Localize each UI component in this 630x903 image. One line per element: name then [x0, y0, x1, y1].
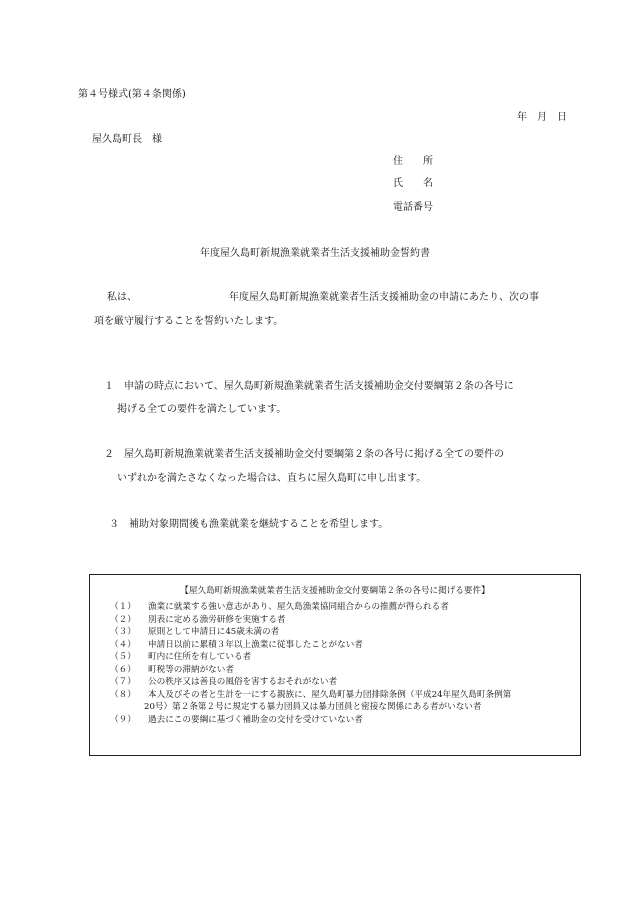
- pledge-3-number: ３: [109, 519, 119, 530]
- applicant-address-label: 住 所: [393, 156, 433, 167]
- requirement-text: 本人及びその者と生計を一にする親族に、屋久島町暴力団排除条例（平成24年屋久島町条例第: [148, 689, 512, 700]
- intro-line-1: [107, 291, 539, 304]
- requirement-text: 過去にこの要綱に基づく補助金の交付を受けていない者: [148, 714, 363, 725]
- requirement-number: （４）: [110, 639, 136, 650]
- requirement-number: （５）: [110, 652, 136, 662]
- requirement-number: （３）: [110, 627, 136, 637]
- requirement-text: 申請日以前に累積３年以上漁業に従事したことがない者: [148, 639, 363, 650]
- requirements-title: 【屋久島町新規漁業就業者生活支援補助金交付要綱第２条の各号に掲げる要件】: [180, 586, 490, 596]
- requirement-item-8: [110, 689, 575, 702]
- requirement-item-3: [110, 626, 575, 639]
- intro-line-1-end: 年度屋久島町新規漁業就業者生活支援補助金の申請にあたり、次の事: [229, 292, 539, 303]
- form-number: 第４号様式(第４条関係): [78, 89, 186, 100]
- requirement-item-2: [110, 614, 575, 627]
- pledge-1-number: １: [104, 381, 114, 392]
- pledge-2-number: ２: [104, 449, 114, 460]
- requirements-box: [89, 574, 581, 756]
- pledge-1-text: 申請の時点において、屋久島町新規漁業就業者生活支援補助金交付要綱第２条の各号に: [124, 381, 514, 392]
- requirements-list: [110, 601, 575, 726]
- intro-line-2: 項を厳守履行することを誓約いたします。: [94, 316, 284, 327]
- requirement-number: （８）: [110, 689, 136, 700]
- pledge-2-line-2: いずれかを満たさなくなった場合は、直ちに屋久島町に申し出ます。: [117, 473, 427, 484]
- requirement-number: （７）: [110, 677, 136, 687]
- pledge-1-line-1: [104, 380, 514, 393]
- requirement-number: （６）: [110, 664, 136, 675]
- requirement-text: 町税等の滞納がない者: [148, 664, 234, 675]
- pledge-2-line-1: [104, 448, 504, 461]
- requirement-text: 漁業に就業する強い意志があり、屋久島漁業協同組合からの推薦が得られる者: [148, 602, 449, 612]
- requirement-number: （９）: [110, 714, 136, 725]
- applicant-phone-label: 電話番号: [393, 202, 433, 213]
- pledge-2-text: 屋久島町新規漁業就業者生活支援補助金交付要綱第２条の各号に掲げる全ての要件の: [124, 449, 504, 460]
- pledge-3: [109, 518, 388, 531]
- requirement-item-7: [110, 676, 575, 689]
- requirement-item-5: [110, 651, 575, 664]
- requirement-text: 別表に定める漁労研修を実施する者: [148, 614, 286, 625]
- document-title: 年度屋久島町新規漁業就業者生活支援補助金誓約書: [200, 248, 430, 259]
- pledge-3-text: 補助対象期間後も漁業就業を継続することを希望します。: [129, 519, 389, 530]
- addressee: 屋久島町長 様: [92, 134, 162, 145]
- applicant-name-label: 氏 名: [393, 178, 433, 189]
- requirement-item-8-continuation: 20号）第２条第２号に規定する暴力団員又は暴力団員と密接な関係にある者がいない者: [144, 702, 482, 712]
- pledge-1-line-2: 掲げる全ての要件を満たしています。: [117, 404, 287, 415]
- requirement-item-4: [110, 639, 575, 652]
- requirement-item-9: [110, 714, 575, 727]
- date-line: 年 月 日: [517, 112, 567, 123]
- requirement-number: （１）: [110, 602, 136, 612]
- requirement-text: 原則として申請日に45歳未満の者: [148, 627, 280, 637]
- intro-line-1-start: 私は、: [107, 292, 137, 303]
- requirement-number: （２）: [110, 614, 136, 625]
- requirement-item-6: [110, 664, 575, 677]
- requirement-item-1: [110, 601, 575, 614]
- requirement-text: 町内に住所を有している者: [148, 652, 252, 662]
- requirement-text: 公の秩序又は善良の風俗を害するおそれがない者: [148, 677, 338, 687]
